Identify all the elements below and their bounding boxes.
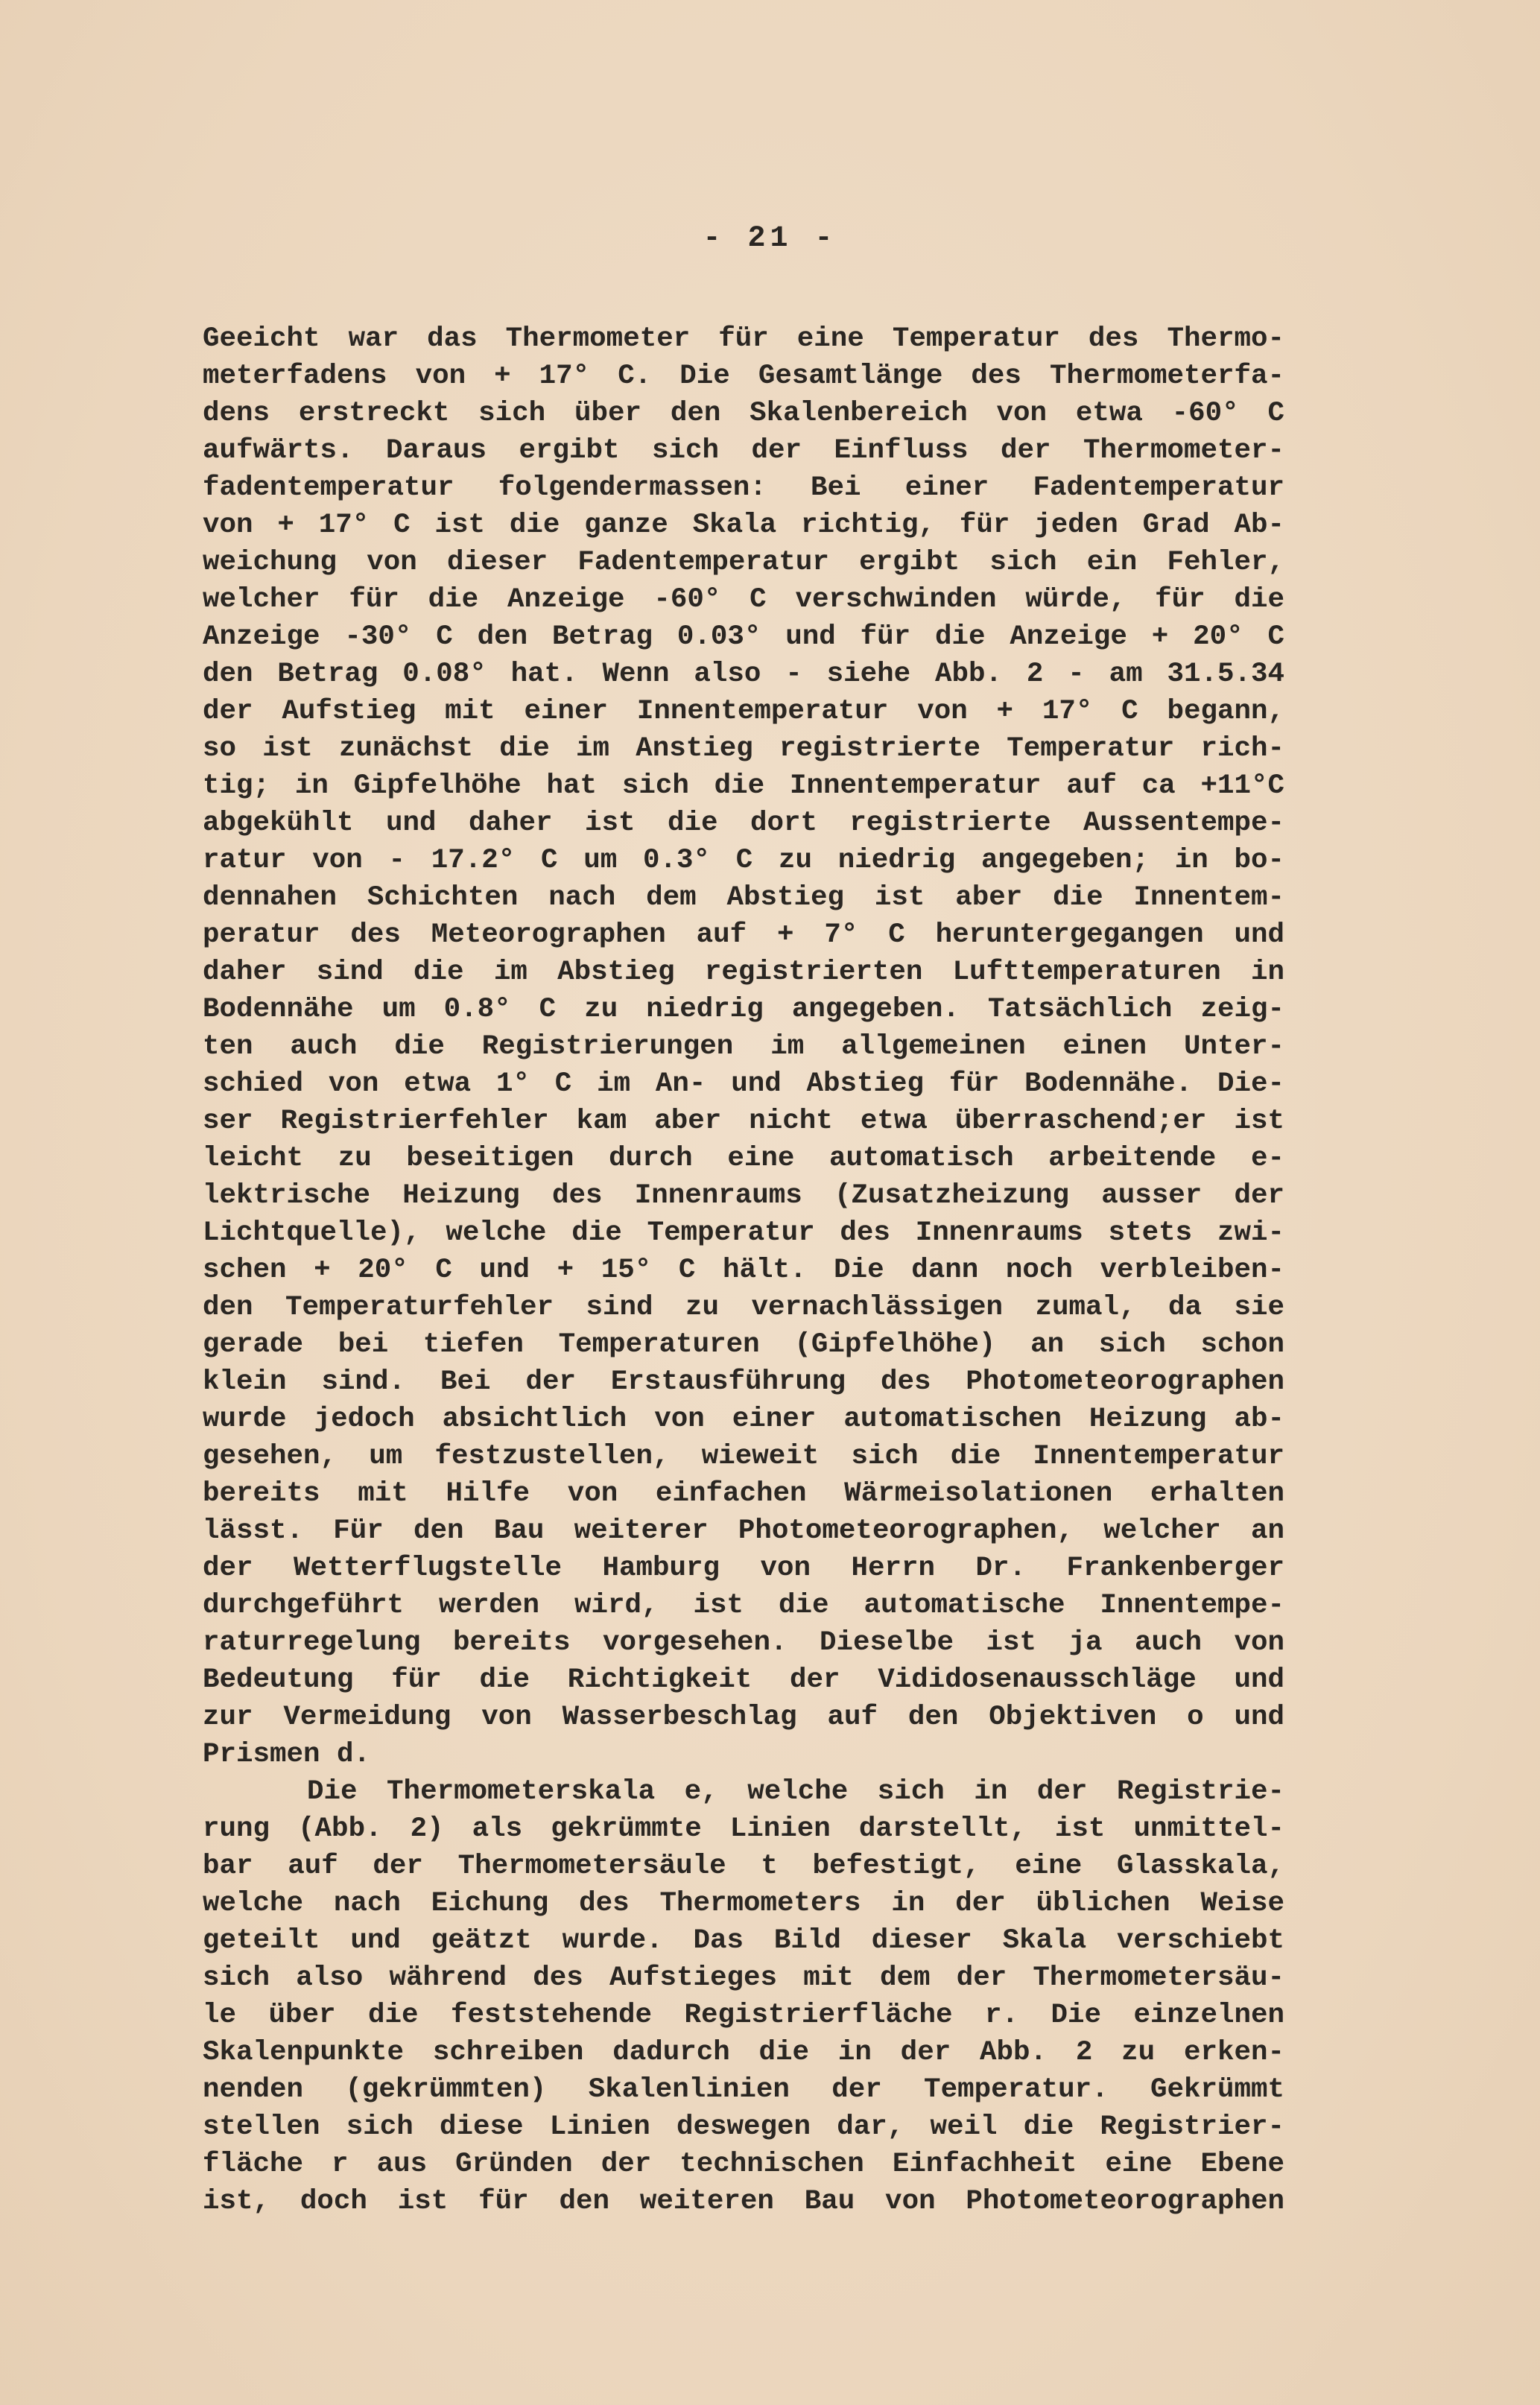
text-line: der Aufstieg mit einer Innentemperatur von + 17° C begann, (203, 696, 1284, 727)
text-line: meterfadens von + 17° C. Die Gesamtlänge des Thermometerfa- (203, 361, 1284, 392)
text-line: von + 17° C ist die ganze Skala richtig, für jeden Grad Ab- (203, 510, 1284, 541)
text-line: schen + 20° C und + 15° C hält. Die dann noch verbleiben- (203, 1255, 1284, 1286)
text-line: aufwärts. Daraus ergibt sich der Einfluss der Thermometer- (203, 435, 1284, 466)
text-line: wurde jedoch absichtlich von einer automatischen Heizung ab- (203, 1404, 1284, 1435)
text-line: Geeicht war das Thermometer für eine Temperatur des Thermo- (203, 323, 1284, 355)
text-line: gesehen, um festzustellen, wieweit sich die Innentemperatur (203, 1441, 1284, 1472)
text-line: ratur von - 17.2° C um 0.3° C zu niedrig angegeben; in bo- (203, 845, 1284, 876)
text-line: stellen sich diese Linien deswegen dar, weil die Registrier- (203, 2111, 1284, 2143)
text-line: Bodennähe um 0.8° C zu niedrig angegeben. Tatsächlich zeig- (203, 994, 1284, 1025)
text-line: klein sind. Bei der Erstausführung des Photometeorographen (203, 1366, 1284, 1398)
text-line: peratur des Meteorographen auf + 7° C heruntergegangen und (203, 919, 1284, 951)
page-number: - 21 - (703, 222, 837, 256)
text-line: weichung von dieser Fadentemperatur ergibt sich ein Fehler, (203, 547, 1284, 578)
text-line: nenden (gekrümmten) Skalenlinien der Temperatur. Gekrümmt (203, 2074, 1284, 2105)
text-line: abgekühlt und daher ist die dort registrierte Aussentempe- (203, 808, 1284, 839)
body-text (203, 320, 1284, 2220)
text-line: fadentemperatur folgendermassen: Bei einer Fadentemperatur (203, 472, 1284, 504)
text-line: welche nach Eichung des Thermometers in der üblichen Weise (203, 1888, 1284, 1919)
text-line: geteilt und geätzt wurde. Das Bild dieser Skala verschiebt (203, 1925, 1284, 1956)
text-line: dennahen Schichten nach dem Abstieg ist aber die Innentem- (203, 882, 1284, 913)
text-line: durchgeführt werden wird, ist die automatische Innentempe- (203, 1590, 1284, 1621)
text-line: ist, doch ist für den weiteren Bau von Photometeorographen (203, 2186, 1284, 2217)
text-line: lässt. Für den Bau weiterer Photometeorographen, welcher an (203, 1515, 1284, 1547)
text-line: Lichtquelle), welche die Temperatur des Innenraums stets zwi- (203, 1217, 1284, 1249)
text-line: Die Thermometerskala e, welche sich in der Registrie- (307, 1776, 1284, 1807)
text-line: Prismen d. (203, 1739, 371, 1770)
text-line: Bedeutung für die Richtigkeit der Vididosenausschläge und (203, 1664, 1284, 1696)
text-line: ten auch die Registrierungen im allgemeinen einen Unter- (203, 1031, 1284, 1062)
text-line: den Temperaturfehler sind zu vernachlässigen zumal, da sie (203, 1292, 1284, 1323)
text-line: Anzeige -30° C den Betrag 0.03° und für die Anzeige + 20° C (203, 621, 1284, 653)
text-line: ser Registrierfehler kam aber nicht etwa überraschend;er ist (203, 1106, 1284, 1137)
text-line: dens erstreckt sich über den Skalenbereich von etwa -60° C (203, 398, 1284, 429)
text-line: so ist zunächst die im Anstieg registrierte Temperatur rich- (203, 733, 1284, 764)
text-line: bereits mit Hilfe von einfachen Wärmeisolationen erhalten (203, 1478, 1284, 1509)
text-line: der Wetterflugstelle Hamburg von Herrn Dr. Frankenberger (203, 1553, 1284, 1584)
text-line: schied von etwa 1° C im An- und Abstieg für Bodennähe. Die- (203, 1068, 1284, 1100)
text-line: tig; in Gipfelhöhe hat sich die Innentemperatur auf ca +11°C (203, 770, 1284, 802)
text-line: den Betrag 0.08° hat. Wenn also - siehe Abb. 2 - am 31.5.34 (203, 659, 1284, 690)
text-line: leicht zu beseitigen durch eine automatisch arbeitende e- (203, 1143, 1284, 1174)
text-line: lektrische Heizung des Innenraums (Zusatzheizung ausser der (203, 1180, 1284, 1211)
text-line: fläche r aus Gründen der technischen Einfachheit eine Ebene (203, 2149, 1284, 2180)
text-line: gerade bei tiefen Temperaturen (Gipfelhöhe) an sich schon (203, 1329, 1284, 1360)
text-line: sich also während des Aufstieges mit dem der Thermometersäu- (203, 1962, 1284, 1994)
text-line: rung (Abb. 2) als gekrümmte Linien darstellt, ist unmittel- (203, 1813, 1284, 1845)
text-line: daher sind die im Abstieg registrierten Lufttemperaturen in (203, 957, 1284, 988)
text-line: raturregelung bereits vorgesehen. Dieselbe ist ja auch von (203, 1627, 1284, 1658)
text-line: Skalenpunkte schreiben dadurch die in der Abb. 2 zu erken- (203, 2037, 1284, 2068)
text-line: le über die feststehende Registrierfläche r. Die einzelnen (203, 2000, 1284, 2031)
text-line: welcher für die Anzeige -60° C verschwinden würde, für die (203, 584, 1284, 615)
text-line: bar auf der Thermometersäule t befestigt, eine Glasskala, (203, 1851, 1284, 1882)
text-line: zur Vermeidung von Wasserbeschlag auf den Objektiven o und (203, 1702, 1284, 1733)
